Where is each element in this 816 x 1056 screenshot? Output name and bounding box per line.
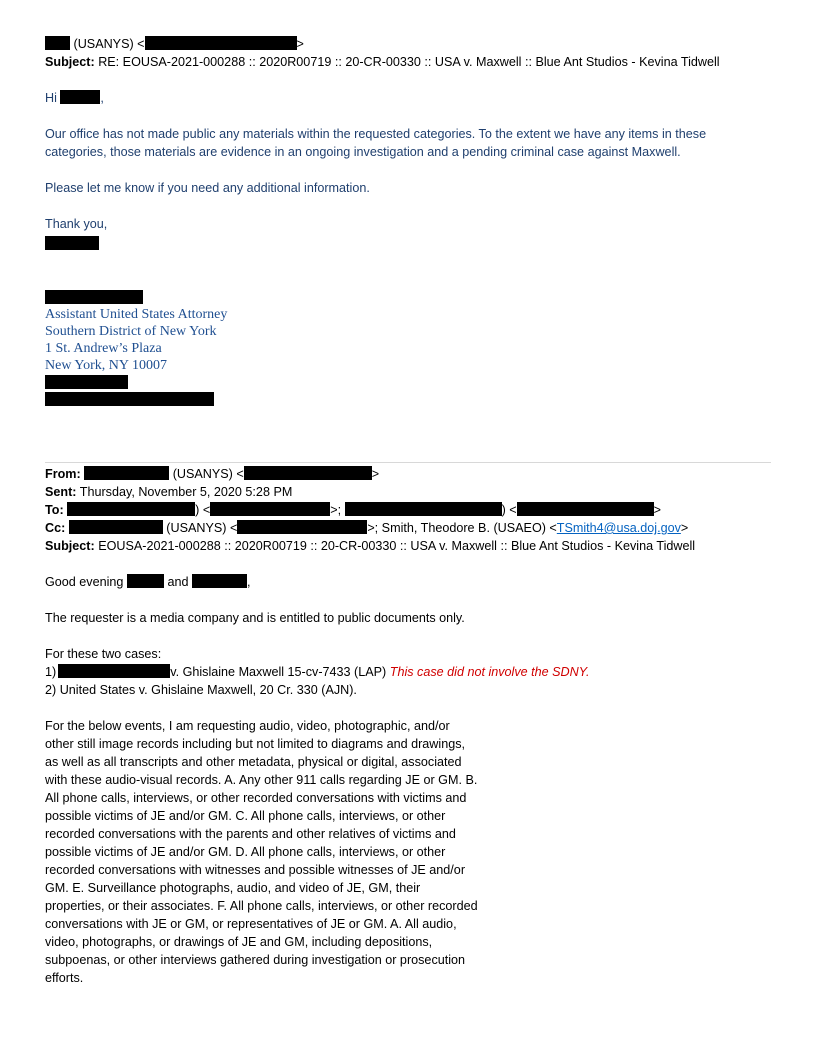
original-cc-line [45,519,688,537]
reply-subject-line [45,53,720,71]
redaction [45,290,143,304]
redaction [58,664,170,678]
request-body-line: conversations with JE or GM, or representatives of JE or GM. A. All audio, [45,917,457,931]
subject-label: Subject: [45,55,95,69]
from-org: (USANYS) < [172,467,244,481]
redaction [45,392,214,406]
original-sent-line [45,483,292,501]
signature-city: New York, NY 10007 [45,358,167,373]
original-from-line [45,465,379,483]
redaction [517,502,654,516]
reply-greeting [45,89,104,107]
original-subject-line [45,537,695,555]
bracket: > [296,37,304,51]
redaction [192,574,247,588]
cc-org: (USANYS) < [166,521,238,535]
bracket: > [653,503,661,517]
sent-label: Sent: [45,485,77,499]
request-body-line: possible victims of JE and/or GM. C. All phone calls, interviews, or other [45,809,446,823]
request-body-line: recorded conversations with witnesses and possible witnesses of JE and/or [45,863,466,877]
reply-paragraph-2: Please let me know if you need any additional information. [45,181,370,195]
cc-recipient: >; Smith, Theodore B. (USAEO) < [367,521,557,535]
request-body-line: recorded conversations with the parents and other relatives of victims and [45,827,456,841]
from-label: From: [45,467,81,481]
request-body-line: efforts. [45,971,84,985]
signature-title: Assistant United States Attorney [45,307,228,322]
case-number: 1) [45,665,57,679]
request-body-line: as well as all transcripts and other metadata, physical or digital, associated [45,755,462,769]
case-1 [45,663,590,681]
bracket: > [371,467,380,481]
request-body-line: with these audio-visual records. A. Any other 911 calls regarding JE or GM. B. [45,773,478,787]
bracket: > [680,521,689,535]
cc-label: Cc: [45,521,66,535]
sent-date: Thursday, November 5, 2020 5:28 PM [79,485,293,499]
request-body-line: All phone calls, interviews, or other recorded conversations with victims and [45,791,467,805]
reply-paragraph-1-line-2: categories, those materials are evidence in an ongoing investigation and a pending criminal case against Maxwell. [45,145,681,159]
redaction [69,520,163,534]
reply-subject: RE: EOUSA-2021-000288 :: 2020R00719 :: 20-CR-00330 :: USA v. Maxwell :: Blue Ant Studios - Kevina Tidwell [98,55,720,69]
greeting-text: Hi [45,91,57,105]
request-body-line: possible victims of JE and/or GM. D. All phone calls, interviews, or other [45,845,446,859]
request-body-line: video, photographs, or drawings of JE and GM, including depositions, [45,935,433,949]
redaction [45,236,99,250]
redaction [237,520,367,534]
request-body-line: subpoenas, or other interviews gathered during investigation or prosecution [45,953,466,967]
original-to-line [45,501,661,519]
signature-district: Southern District of New York [45,324,217,339]
separator: ) < [195,503,211,517]
to-label: To: [45,503,64,517]
cases-intro: For these two cases: [45,647,162,661]
redaction [127,574,164,588]
greeting-text: Good evening [45,575,124,589]
reply-closing: Thank you, [45,217,108,231]
greeting-comma: , [100,91,104,105]
separator: ) < [501,503,517,517]
greeting-and: and [167,575,189,589]
redaction [244,466,372,480]
divider [45,462,771,463]
case-1-text: v. Ghislaine Maxwell 15-cv-7433 (LAP) [170,665,390,679]
subject-label: Subject: [45,539,95,553]
reply-paragraph-1-line-1: Our office has not made public any materials within the requested categories. To the extent we have any items in these [45,127,707,141]
request-body-line: GM. E. Surveillance photographs, audio, and video of JE, GM, their [45,881,421,895]
reply-from-org: (USANYS) < [73,37,145,51]
requester-note: The requester is a media company and is entitled to public documents only. [45,611,465,625]
redaction [67,502,195,516]
redaction [45,375,128,389]
request-body-line: For the below events, I am requesting audio, video, photographic, and/or [45,719,450,733]
redaction [60,90,100,104]
redaction [45,36,70,50]
original-subject: EOUSA-2021-000288 :: 2020R00719 :: 20-CR-00330 :: USA v. Maxwell :: Blue Ant Studios - Kevina Tidwell [98,539,696,553]
request-body-line: other still image records including but not limited to diagrams and drawings, [45,737,466,751]
reply-from-line [45,35,304,53]
redaction [210,502,330,516]
email-link[interactable]: TSmith4@usa.doj.gov [556,521,681,535]
case-1-annotation: This case did not involve the SDNY. [389,665,590,679]
original-greeting [45,573,250,591]
redaction [84,466,169,480]
redaction [345,502,502,516]
request-body-line: properties, or their associates. F. All phone calls, interviews, or other recorded [45,899,478,913]
redaction [145,36,297,50]
separator: >; [330,503,342,517]
case-2: 2) United States v. Ghislaine Maxwell, 20 Cr. 330 (AJN). [45,683,357,697]
signature-address: 1 St. Andrew’s Plaza [45,341,162,356]
greeting-comma: , [246,575,251,589]
